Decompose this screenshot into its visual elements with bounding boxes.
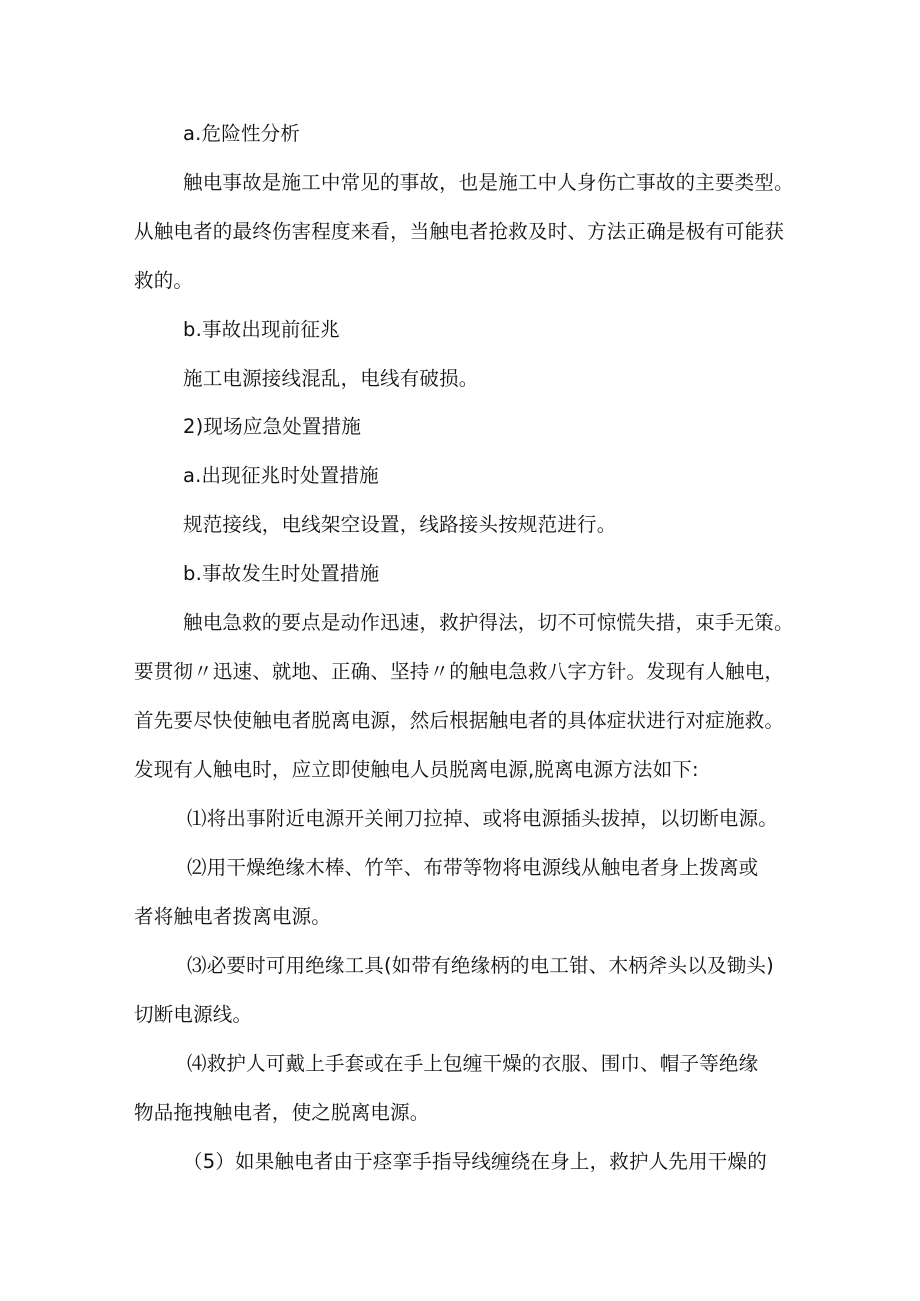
list-item-continuation: 者将触电者拨离电源。: [134, 905, 332, 928]
list-item: （5）如果触电者由于痉挛手指导线缠绕在身上，救护人先用干燥的: [183, 1150, 767, 1173]
paragraph-line: 从触电者的最终伤害程度来看，当触电者抢救及时、方法正确是极有可能获: [134, 220, 785, 243]
paragraph-line: 要贯彻〃迅速、就地、正确、坚持〃的触电急救八字方针。发现有人触电，: [134, 660, 785, 683]
paragraph-line: 发现有人触电时，应立即使触电人员脱离电源,脱离电源方法如下:: [134, 758, 699, 781]
list-item-continuation: 物品拖拽触电者，使之脱离电源。: [134, 1101, 430, 1124]
paragraph-line: 触电事故是施工中常见的事故，也是施工中人身伤亡事故的主要类型。: [183, 171, 794, 194]
heading-accident-measures: b.事故发生时处置措施: [183, 562, 380, 585]
paragraph-line: 触电急救的要点是动作迅速，救护得法，切不可惊慌失措，束手无策。: [183, 611, 794, 634]
paragraph-line: 救的。: [134, 269, 194, 292]
heading-sign-measures: a.出现征兆时处置措施: [183, 464, 379, 487]
paragraph-line: 首先要尽快使触电者脱离电源，然后根据触电者的具体症状进行对症施救。: [134, 709, 785, 732]
heading-onsite-response: 2)现场应急处置措施: [183, 415, 362, 438]
list-item: ⑴将出事附近电源开关闸刀拉掉、或将电源插头拔掉，以切断电源。: [187, 807, 779, 830]
list-item: ⑷救护人可戴上手套或在手上包缠干燥的衣服、围巾、帽子等绝缘: [187, 1052, 759, 1075]
heading-warning-signs: b.事故出现前征兆: [183, 318, 340, 341]
heading-risk-analysis: a.危险性分析: [183, 122, 301, 145]
list-item-continuation: 切断电源线。: [134, 1003, 253, 1026]
paragraph-line: 施工电源接线混乱，电线有破损。: [183, 367, 479, 390]
list-item: ⑶必要时可用绝缘工具(如带有绝缘柄的电工钳、木柄斧头以及锄头): [187, 954, 774, 977]
paragraph-line: 规范接线，电线架空设置，线路接头按规范进行。: [183, 513, 617, 536]
list-item: ⑵用干燥绝缘木棒、竹竿、布带等物将电源线从触电者身上拨离或: [187, 856, 759, 879]
